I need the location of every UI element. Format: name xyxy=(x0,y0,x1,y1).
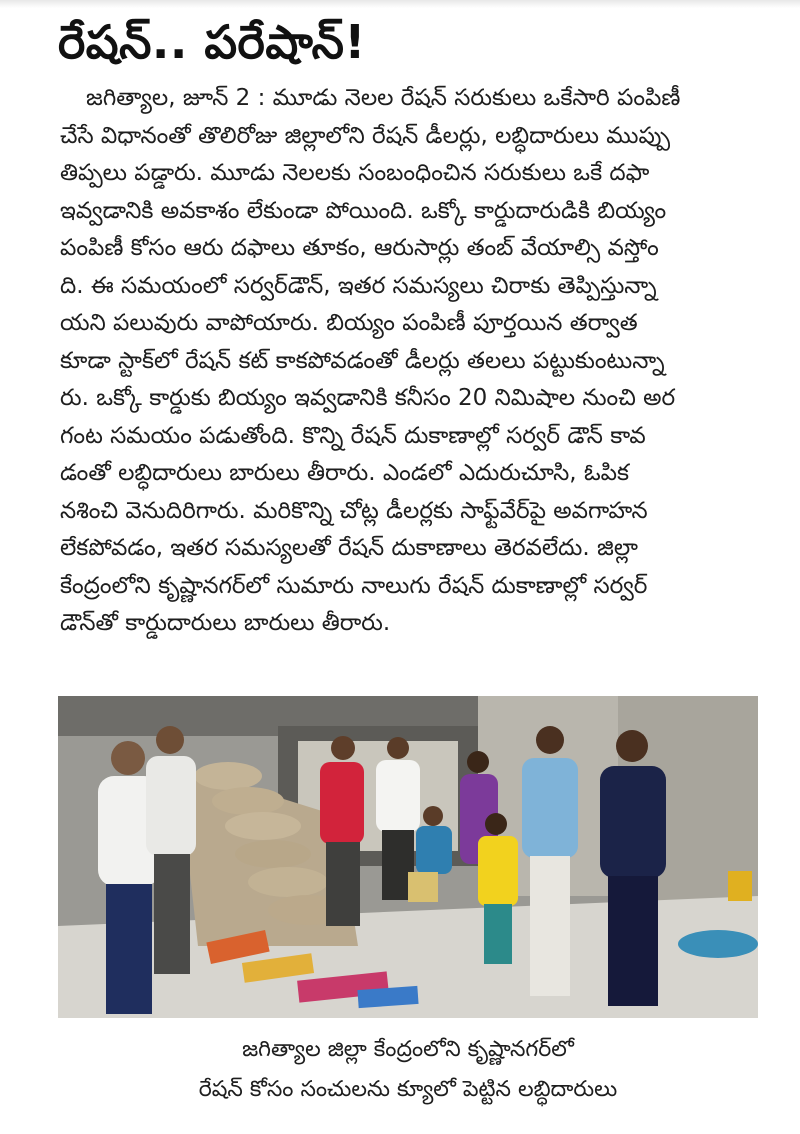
article-line: కూడా స్టాక్‌లో రేషన్ కట్ కాకపోవడంతో డీలర్లు తలలు పట్టుకుంటున్నా xyxy=(60,347,665,374)
article-line: ది. ఈ సమయంలో సర్వర్‌డౌన్, ఇతర సమస్యలు చిరాకు తెప్పిస్తున్నా xyxy=(60,272,657,299)
caption-line: జగిత్యాల జిల్లా కేంద్రంలోని కృష్ణానగర్‌లో xyxy=(242,1037,574,1062)
photo-caption xyxy=(58,1030,758,1110)
article-headline: రేషన్.. పరేషాన్! xyxy=(58,15,366,69)
article-line: తిప్పలు పడ్డారు. మూడు నెలలకు సంబంధించిన సరుకులు ఒకే దఫా xyxy=(60,160,650,186)
news-photo xyxy=(58,696,758,1018)
article-line: ఇవ్వడానికి అవకాశం లేకుండా పోయింది. ఒక్కో కార్డుదారుడికి బియ్యం xyxy=(60,197,667,224)
article-body xyxy=(60,80,750,643)
article-line: డౌన్‌తో కార్డుదారులు బారులు తీరారు. xyxy=(60,610,391,636)
article-line: నశించి వెనుదిరిగారు. మరికొన్ని చోట్ల డీలర్లకు సాఫ్ట్‌వేర్‌పై అవగాహన xyxy=(60,497,648,524)
article-line: రు. ఒక్కో కార్డుకు బియ్యం ఇవ్వడానికి కనీసం 20 నిమిషాల నుంచి అర xyxy=(60,385,676,411)
caption-line: రేషన్ కోసం సంచులను క్యూలో పెట్టిన లబ్ధిదారులు xyxy=(198,1077,618,1102)
article-line: లేకపోవడం, ఇతర సమస్యలతో రేషన్ దుకాణాలు తెరవలేదు. జిల్లా xyxy=(60,535,638,561)
article-line: పంపిణీ కోసం ఆరు దఫాలు తూకం, ఆరుసార్లు తంబ్ వేయాల్సి వస్తోం xyxy=(60,235,659,261)
article-line: కేంద్రంలోని కృష్ణానగర్‌లో సుమారు నాలుగు రేషన్ దుకాణాల్లో సర్వర్ xyxy=(60,572,648,599)
article-line: యని పలువురు వాపోయారు. బియ్యం పంపిణీ పూర్తయిన తర్వాత xyxy=(60,310,638,336)
article-line: జగిత్యాల, జూన్ 2 : మూడు నెలల రేషన్ సరుకులు ఒకేసారి పంపిణీ xyxy=(86,85,681,111)
article-line: చేసే విధానంతో తొలిరోజు జిల్లాలోని రేషన్ డీలర్లు, లబ్ధిదారులు ముప్పు xyxy=(60,122,671,149)
article-line: గంట సమయం పడుతోంది. కొన్ని రేషన్ దుకాణాల్లో సర్వర్ డౌన్ కావ xyxy=(60,422,646,449)
clipping-top-edge xyxy=(0,0,800,8)
article-line: డంతో లబ్ధిదారులు బారులు తీరారు. ఎండలో ఎదురుచూసి, ఓపిక xyxy=(60,460,630,486)
